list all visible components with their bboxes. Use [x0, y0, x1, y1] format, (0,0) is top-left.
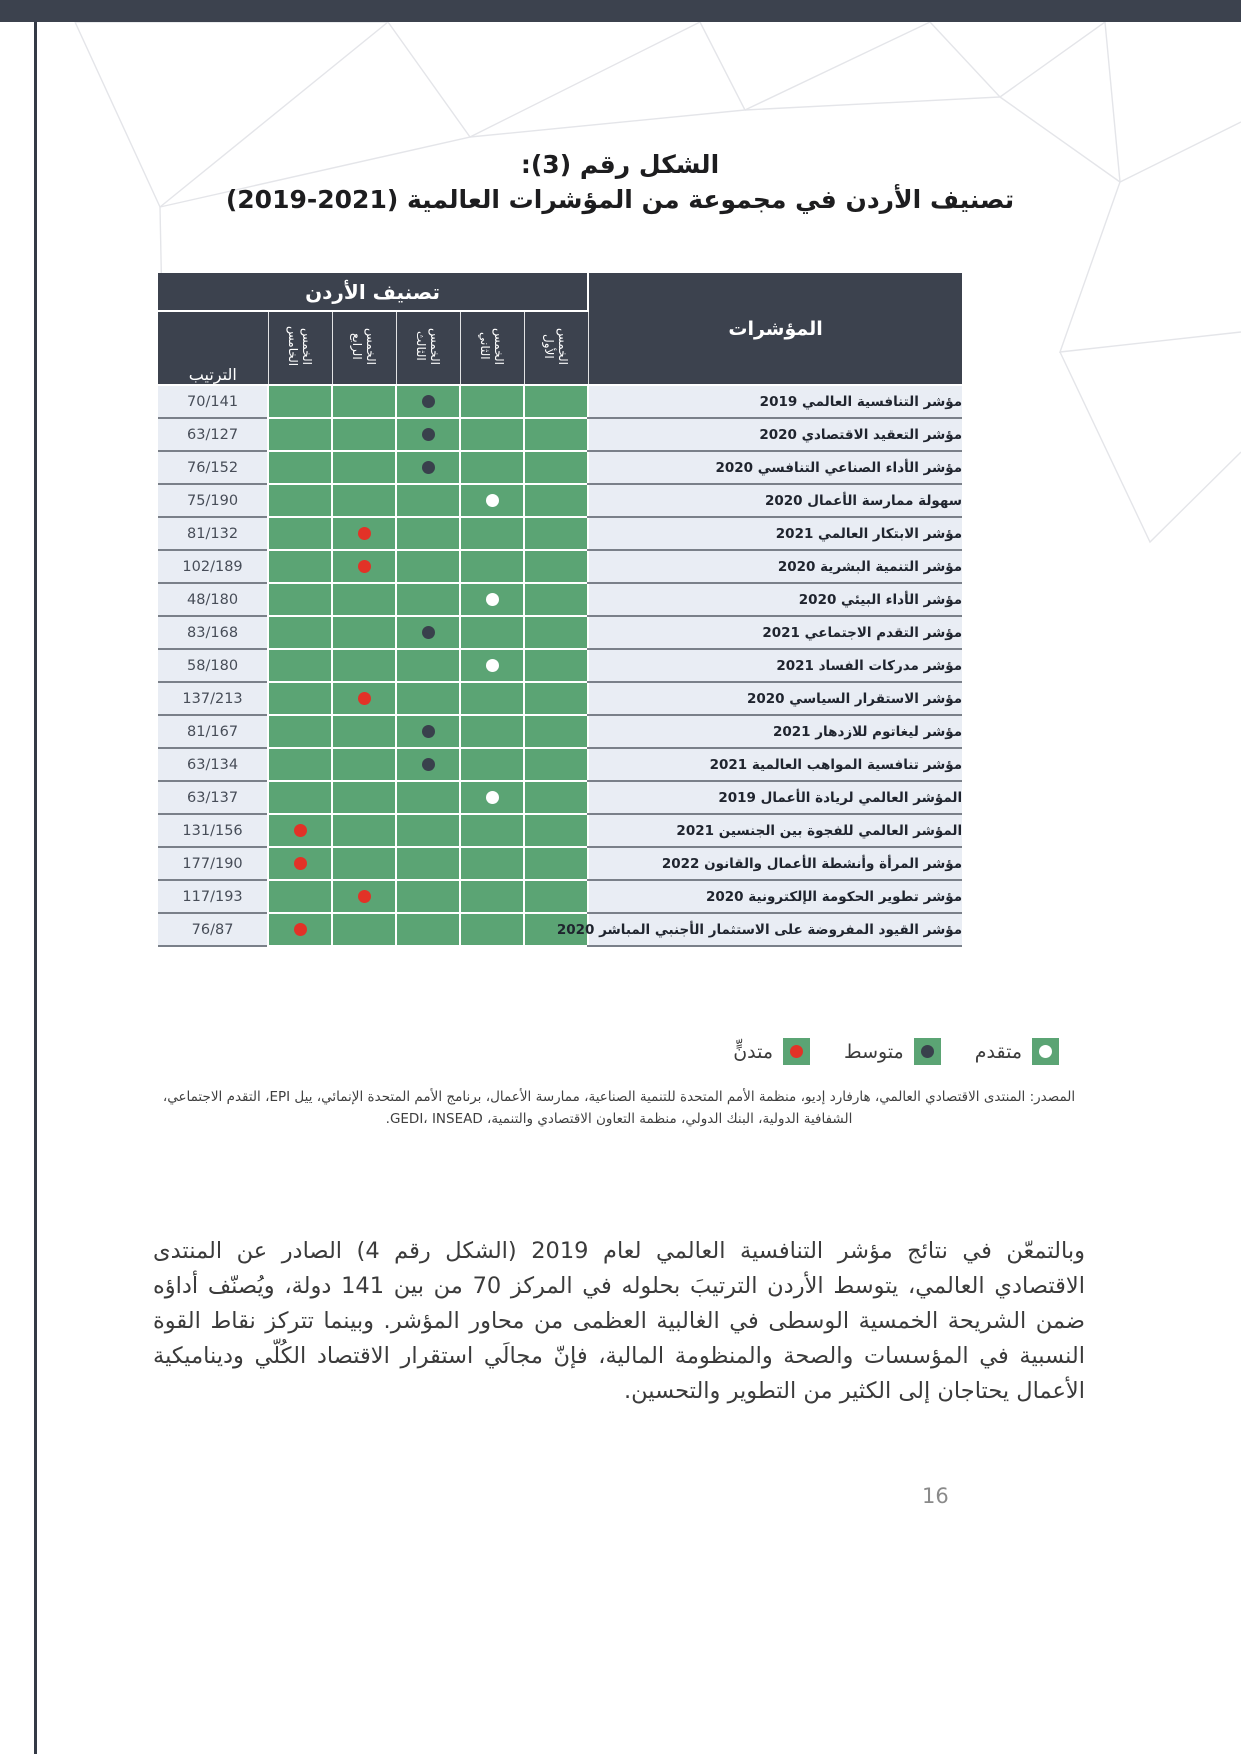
table-row [158, 781, 962, 814]
legend-item-medium [844, 1038, 941, 1065]
rating-dot-medium [422, 395, 435, 408]
quintile-5-cell [268, 748, 332, 781]
table-row [158, 484, 962, 517]
table-row [158, 550, 962, 583]
indicator-name-cell [588, 517, 962, 550]
indicator-name-cell [556, 913, 963, 946]
indicator-name-cell [588, 682, 962, 715]
quintile-4-cell [332, 484, 396, 517]
indicator-name: مؤشر الابتكار العالمي 2021 [775, 525, 963, 542]
quintile-2-cell [460, 814, 524, 847]
indicator-name-cell [588, 748, 962, 781]
rank-cell [158, 418, 268, 451]
quintile-3-cell [396, 616, 460, 649]
rank-value: 63/137 [187, 789, 239, 806]
indicator-name: مؤشر التقدم الاجتماعي 2021 [762, 624, 963, 641]
indicators-column-header: المؤشرات [588, 273, 962, 385]
quintile-5-cell [268, 616, 332, 649]
quintile-5-cell [268, 583, 332, 616]
quintile-2-cell [460, 913, 524, 946]
quintile-column-header: الخمس الثالث [396, 311, 460, 385]
table-row [158, 385, 962, 418]
indicator-name-cell [588, 451, 962, 484]
indicator-name: مؤشر التنافسية العالمي 2019 [759, 393, 963, 410]
rating-dot-advanced [486, 659, 499, 672]
quintile-3-cell [396, 814, 460, 847]
figure-number: الشكل رقم (3): [520, 150, 720, 179]
quintile-4-cell [332, 385, 396, 418]
quintile-2-cell [460, 748, 524, 781]
quintile-1-cell [524, 583, 588, 616]
quintile-1-cell [524, 748, 588, 781]
medium-dot-icon [921, 1045, 934, 1058]
rank-cell [158, 550, 268, 583]
table-row [158, 418, 962, 451]
rating-dot-advanced [486, 494, 499, 507]
indicator-name: مؤشر تنافسية المواهب العالمية 2021 [709, 756, 963, 773]
quintile-5-cell [268, 913, 332, 946]
indicator-name: مؤشر تطوير الحكومة الإلكترونية 2020 [706, 888, 963, 905]
quintile-1-cell [524, 550, 588, 583]
legend-swatch-medium [914, 1038, 941, 1065]
quintile-2-cell [460, 715, 524, 748]
rank-value: 58/180 [187, 657, 239, 674]
quintile-3-cell [396, 913, 460, 946]
quintile-5-cell [268, 847, 332, 880]
rank-cell [158, 847, 268, 880]
quintile-3-cell [396, 484, 460, 517]
quintile-2-cell [460, 583, 524, 616]
indicator-name: مؤشر القيود المفروضة على الاستثمار الأجنبي المباشر 2020 [556, 921, 963, 938]
legend-item-low [733, 1038, 810, 1065]
quintile-5-cell [268, 715, 332, 748]
rating-dot-low [358, 692, 371, 705]
rating-dot-low [294, 857, 307, 870]
quintile-5-cell [268, 418, 332, 451]
rank-value: 75/190 [187, 492, 239, 509]
quintile-4-cell [332, 814, 396, 847]
quintile-2-cell [460, 451, 524, 484]
quintile-2-cell [460, 484, 524, 517]
body-paragraph: وبالتمعّن في نتائج مؤشر التنافسية العالمي لعام 2019 (الشكل رقم 4) الصادر عن المنتدى الاقتصادي العالمي، يتوسط الأردن الترتيبَ بحلوله في المركز 70 من بين 141 دولة، ويُصنّف أداؤه ضمن الشريحة الخمسية الوسطى في الغالبية العظمى من محاور المؤشر. وبينما تتركز نقاط القوة النسبية في المؤسسات والصحة والمنظومة المالية، فإنّ مجالَي استقرار الاقتصاد الكُلّي وديناميكية الأعمال يحتاجان إلى الكثير من التطوير والتحسين. [153, 1238, 1085, 1404]
low-dot-icon [790, 1045, 803, 1058]
table-row [158, 880, 962, 913]
indicator-name-cell [588, 781, 962, 814]
quintile-3-cell [396, 550, 460, 583]
indicator-name: مؤشر الأداء الصناعي التنافسي 2020 [715, 459, 963, 476]
rank-cell [158, 682, 268, 715]
rank-cell [158, 616, 268, 649]
quintile-2-cell [460, 517, 524, 550]
quintile-1-cell [524, 649, 588, 682]
quintile-column-header: الخمس الثاني [460, 311, 524, 385]
rating-dot-medium [422, 461, 435, 474]
quintile-1-cell [524, 517, 588, 550]
quintile-2-cell [460, 616, 524, 649]
quintile-5-cell [268, 451, 332, 484]
quintile-2-cell [460, 418, 524, 451]
quintile-2-cell [460, 649, 524, 682]
quintile-1-cell [524, 451, 588, 484]
rating-dot-low [358, 890, 371, 903]
quintile-4-cell [332, 649, 396, 682]
figure-caption: تصنيف الأردن في مجموعة من المؤشرات العالمية (2021-2019) [225, 185, 1015, 214]
quintile-5-cell [268, 880, 332, 913]
quintile-2-cell [460, 847, 524, 880]
quintile-3-cell [396, 880, 460, 913]
rank-value: 83/168 [187, 624, 239, 641]
indicator-name-cell [588, 550, 962, 583]
indicator-name-cell [588, 814, 962, 847]
quintile-3-cell [396, 649, 460, 682]
quintile-4-cell [332, 682, 396, 715]
rank-cell [158, 913, 268, 946]
rank-value: 76/87 [191, 921, 234, 938]
quintile-4-cell [332, 913, 396, 946]
quintile-5-cell [268, 814, 332, 847]
rank-value: 131/156 [182, 822, 243, 839]
quintile-4-cell [332, 583, 396, 616]
quintile-4-cell [332, 880, 396, 913]
indicator-name: مؤشر ليغاتوم للازدهار 2021 [772, 723, 963, 740]
table-row [158, 847, 962, 880]
indicator-name: مؤشر التنمية البشرية 2020 [777, 558, 963, 575]
rank-cell [158, 583, 268, 616]
indicator-name: مؤشر مدركات الفساد 2021 [776, 657, 963, 674]
legend [733, 1038, 1059, 1065]
quintile-4-cell [332, 847, 396, 880]
rank-value: 137/213 [182, 690, 243, 707]
rank-cell [158, 451, 268, 484]
legend-item-advanced [975, 1038, 1059, 1065]
legend-swatch-advanced [1032, 1038, 1059, 1065]
rating-dot-medium [422, 428, 435, 441]
rank-cell [158, 814, 268, 847]
quintile-2-cell [460, 880, 524, 913]
indicator-name-cell [588, 418, 962, 451]
left-rule [34, 22, 37, 1754]
legend-label: متدنٍّ [733, 1040, 774, 1063]
rank-value: 76/152 [187, 459, 239, 476]
rank-cell [158, 781, 268, 814]
rating-dot-medium [422, 758, 435, 771]
quintile-4-cell [332, 715, 396, 748]
indicator-name-cell [588, 715, 962, 748]
rank-value: 63/127 [187, 426, 239, 443]
quintile-1-cell [524, 880, 588, 913]
quintile-column-header: الخمس الخامس [268, 311, 332, 385]
indicator-name-cell [588, 484, 962, 517]
indicator-name-cell [588, 385, 962, 418]
quintile-1-cell [524, 682, 588, 715]
rank-value: 102/189 [182, 558, 243, 575]
table-row [158, 616, 962, 649]
rating-dot-advanced [486, 791, 499, 804]
table-row [158, 913, 962, 946]
quintile-3-cell [396, 748, 460, 781]
indicator-name: مؤشر الأداء البيئي 2020 [798, 591, 963, 608]
quintile-5-cell [268, 682, 332, 715]
quintile-2-cell [460, 550, 524, 583]
quintile-3-cell [396, 583, 460, 616]
rank-value: 177/190 [182, 855, 243, 872]
quintile-3-cell [396, 385, 460, 418]
indicator-name: مؤشر المرأة وأنشطة الأعمال والقانون 2022 [661, 855, 963, 872]
quintile-1-cell [524, 781, 588, 814]
table-row [158, 451, 962, 484]
rank-cell [158, 880, 268, 913]
rank-cell [158, 517, 268, 550]
rank-cell [158, 385, 268, 418]
indicator-name-cell [588, 649, 962, 682]
rank-value: 81/132 [187, 525, 239, 542]
indicator-name: مؤشر الاستقرار السياسي 2020 [746, 690, 963, 707]
indicator-name: مؤشر التعقيد الاقتصادي 2020 [759, 426, 963, 443]
page-number: 16 [922, 1484, 949, 1508]
quintile-5-cell [268, 550, 332, 583]
indicator-name-cell [588, 847, 962, 880]
rating-dot-low [294, 824, 307, 837]
quintile-5-cell [268, 649, 332, 682]
quintile-4-cell [332, 616, 396, 649]
quintile-3-cell [396, 517, 460, 550]
legend-swatch-low [783, 1038, 810, 1065]
quintile-2-cell [460, 385, 524, 418]
quintile-4-cell [332, 418, 396, 451]
source-note: المصدر: المنتدى الاقتصادي العالمي، هارفارد إديو، منظمة الأمم المتحدة للتنمية الصناعية، ممارسة الأعمال، برنامج الأمم المتحدة الإنمائي، ييل EPI، التقدم الاجتماعي، الشفافية الدولية، البنك الدولي، منظمة التعاون الاقتصادي والتنمية، GEDI، INSEAD. [162, 1089, 1076, 1127]
indicator-name-cell [588, 880, 962, 913]
quintile-1-cell [524, 814, 588, 847]
table-row [158, 649, 962, 682]
rank-value: 81/167 [187, 723, 239, 740]
rating-dot-low [358, 527, 371, 540]
table-row [158, 583, 962, 616]
rating-dot-advanced [486, 593, 499, 606]
legend-label: متوسط [844, 1040, 904, 1063]
quintile-4-cell [332, 550, 396, 583]
rank-value: 117/193 [182, 888, 243, 905]
legend-label: متقدم [974, 1040, 1022, 1063]
rank-value: 70/141 [187, 393, 239, 410]
rank-value: 63/134 [187, 756, 239, 773]
rank-column-header: الترتيب [158, 311, 268, 385]
rank-cell [158, 484, 268, 517]
table-row [158, 715, 962, 748]
indicator-name: المؤشر العالمي لريادة الأعمال 2019 [718, 789, 963, 806]
rating-dot-low [358, 560, 371, 573]
quintile-4-cell [332, 748, 396, 781]
quintile-2-cell [460, 682, 524, 715]
quintile-5-cell [268, 517, 332, 550]
quintile-4-cell [332, 451, 396, 484]
classification-group-header: تصنيف الأردن [158, 273, 588, 311]
table-row [158, 682, 962, 715]
quintile-1-cell [524, 847, 588, 880]
quintile-5-cell [268, 781, 332, 814]
advanced-dot-icon [1039, 1045, 1052, 1058]
group-header-row [158, 273, 962, 311]
ranking-table [158, 273, 962, 947]
table-row [158, 748, 962, 781]
indicator-name-cell [588, 616, 962, 649]
indicator-name: المؤشر العالمي للفجوة بين الجنسين 2021 [676, 822, 963, 839]
quintile-2-cell [460, 781, 524, 814]
quintile-4-cell [332, 517, 396, 550]
quintile-5-cell [268, 385, 332, 418]
quintile-5-cell [268, 484, 332, 517]
top-bar [0, 0, 1241, 22]
table-row [158, 517, 962, 550]
quintile-3-cell [396, 451, 460, 484]
rank-cell [158, 748, 268, 781]
table-body [158, 385, 962, 946]
rank-cell [158, 715, 268, 748]
rating-dot-low [294, 923, 307, 936]
quintile-1-cell [524, 616, 588, 649]
quintile-1-cell [524, 418, 588, 451]
quintile-1-cell [524, 385, 588, 418]
rank-cell [158, 649, 268, 682]
rating-dot-medium [422, 725, 435, 738]
table-row [158, 814, 962, 847]
quintile-1-cell [524, 715, 588, 748]
quintile-3-cell [396, 418, 460, 451]
quintile-3-cell [396, 781, 460, 814]
rank-value: 48/180 [187, 591, 239, 608]
indicator-name: سهولة ممارسة الأعمال 2020 [764, 492, 963, 509]
quintile-4-cell [332, 781, 396, 814]
quintile-3-cell [396, 715, 460, 748]
indicator-name-cell [588, 583, 962, 616]
quintile-column-header: الخمس الرابع [332, 311, 396, 385]
quintile-3-cell [396, 682, 460, 715]
quintile-3-cell [396, 847, 460, 880]
figure-title [155, 148, 1085, 218]
quintile-column-header: الخمس الأول [524, 311, 588, 385]
quintile-1-cell [524, 484, 588, 517]
rating-dot-medium [422, 626, 435, 639]
